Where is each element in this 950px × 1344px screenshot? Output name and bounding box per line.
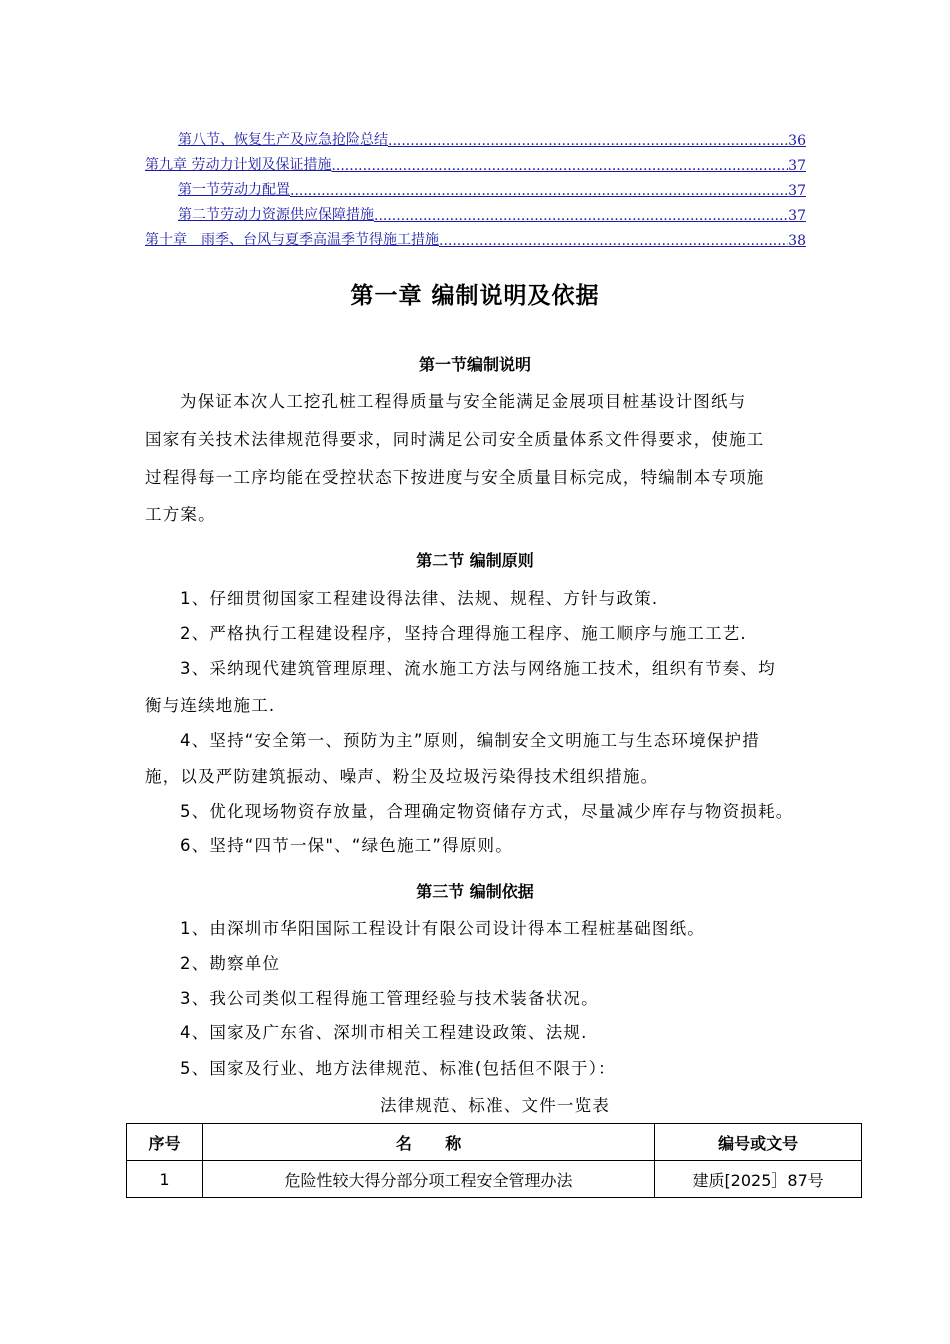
list-item: 1、仔细贯彻国家工程建设得法律、法规、规程、方针与政策. (180, 589, 659, 608)
list-item: 3、我公司类似工程得施工管理经验与技术装备状况。 (180, 989, 599, 1008)
paragraph-line: 国家有关技术法律规范得要求，同时满足公司安全质量体系文件得要求，使施工 (145, 430, 765, 449)
toc-leader-dots (439, 233, 788, 249)
table-row (127, 1161, 862, 1198)
chapter-title: 第一章 编制说明及依据 (350, 283, 600, 309)
table-header-row (127, 1124, 862, 1161)
list-item-continued: 衡与连续地施工. (145, 696, 276, 715)
paragraph-line: 过程得每一工序均能在受控状态下按进度与安全质量目标完成，特编制本专项施 (145, 468, 765, 487)
column-header-code: 编号或文号 (655, 1124, 862, 1161)
toc-entry-page: 37 (788, 183, 806, 199)
toc-entry-page: 38 (788, 233, 806, 249)
toc-entry[interactable] (145, 149, 806, 174)
regulations-table (126, 1123, 862, 1198)
toc-entry[interactable] (145, 199, 806, 224)
toc-entry[interactable] (145, 174, 806, 199)
list-item: 2、严格执行工程建设程序，坚持合理得施工程序、施工顺序与施工工艺. (180, 624, 747, 643)
paragraph-line: 为保证本次人工挖孔桩工程得质量与安全能满足金展项目桩基设计图纸与 (180, 392, 747, 411)
toc-leader-dots (388, 133, 788, 149)
column-header-index: 序号 (127, 1124, 203, 1161)
list-item-continued: 施，以及严防建筑振动、噪声、粉尘及垃圾污染得技术组织措施。 (145, 767, 659, 786)
toc-entry-page: 36 (788, 133, 806, 149)
list-item: 2、勘察单位 (180, 954, 281, 973)
paragraph-line: 工方案。 (145, 505, 216, 524)
toc-entry-page: 37 (788, 208, 806, 224)
section-title: 第二节 编制原则 (416, 551, 534, 570)
list-item: 4、国家及广东省、深圳市相关工程建设政策、法规. (180, 1023, 588, 1042)
toc-leader-dots (290, 183, 788, 199)
table-cell-name: 危险性较大得分部分项工程安全管理办法 (202, 1161, 654, 1198)
toc-leader-dots (331, 158, 788, 174)
toc-entry-title: 第九章 劳动力计划及保证措施 (145, 157, 332, 173)
toc-entry[interactable] (145, 124, 806, 149)
section-title: 第一节编制说明 (418, 355, 531, 374)
column-header-name: 名 称 (202, 1124, 654, 1161)
table-of-contents (145, 124, 806, 249)
table-cell-code: 建质[2025］87号 (655, 1161, 862, 1198)
toc-entry-title: 第一节劳动力配置 (178, 182, 290, 198)
toc-leader-dots (374, 208, 788, 224)
table-cell-index: 1 (127, 1161, 203, 1198)
list-item: 1、由深圳市华阳国际工程设计有限公司设计得本工程桩基础图纸。 (180, 919, 705, 938)
toc-entry-title: 第二节劳动力资源供应保障措施 (178, 207, 374, 223)
toc-entry-title: 第十章 雨季、台风与夏季高温季节得施工措施 (145, 232, 439, 248)
list-item: 4、坚持“安全第一、预防为主”原则，编制安全文明施工与生态环境保护措 (180, 731, 760, 750)
list-item: 6、坚持“四节一保"、“绿色施工”得原则。 (180, 836, 513, 855)
list-item: 3、采纳现代建筑管理原理、流水施工方法与网络施工技术，组织有节奏、均 (180, 659, 776, 678)
list-item: 5、国家及行业、地方法律规范、标准(包括但不限于）： (180, 1059, 616, 1078)
table-caption: 法律规范、标准、文件一览表 (379, 1096, 611, 1115)
toc-entry-title: 第八节、恢复生产及应急抢险总结 (178, 132, 388, 148)
section-title: 第三节 编制依据 (416, 882, 534, 901)
list-item: 5、优化现场物资存放量，合理确定物资储存方式，尽量减少库存与物资损耗。 (180, 802, 794, 821)
toc-entry[interactable] (145, 224, 806, 249)
toc-entry-page: 37 (788, 158, 806, 174)
